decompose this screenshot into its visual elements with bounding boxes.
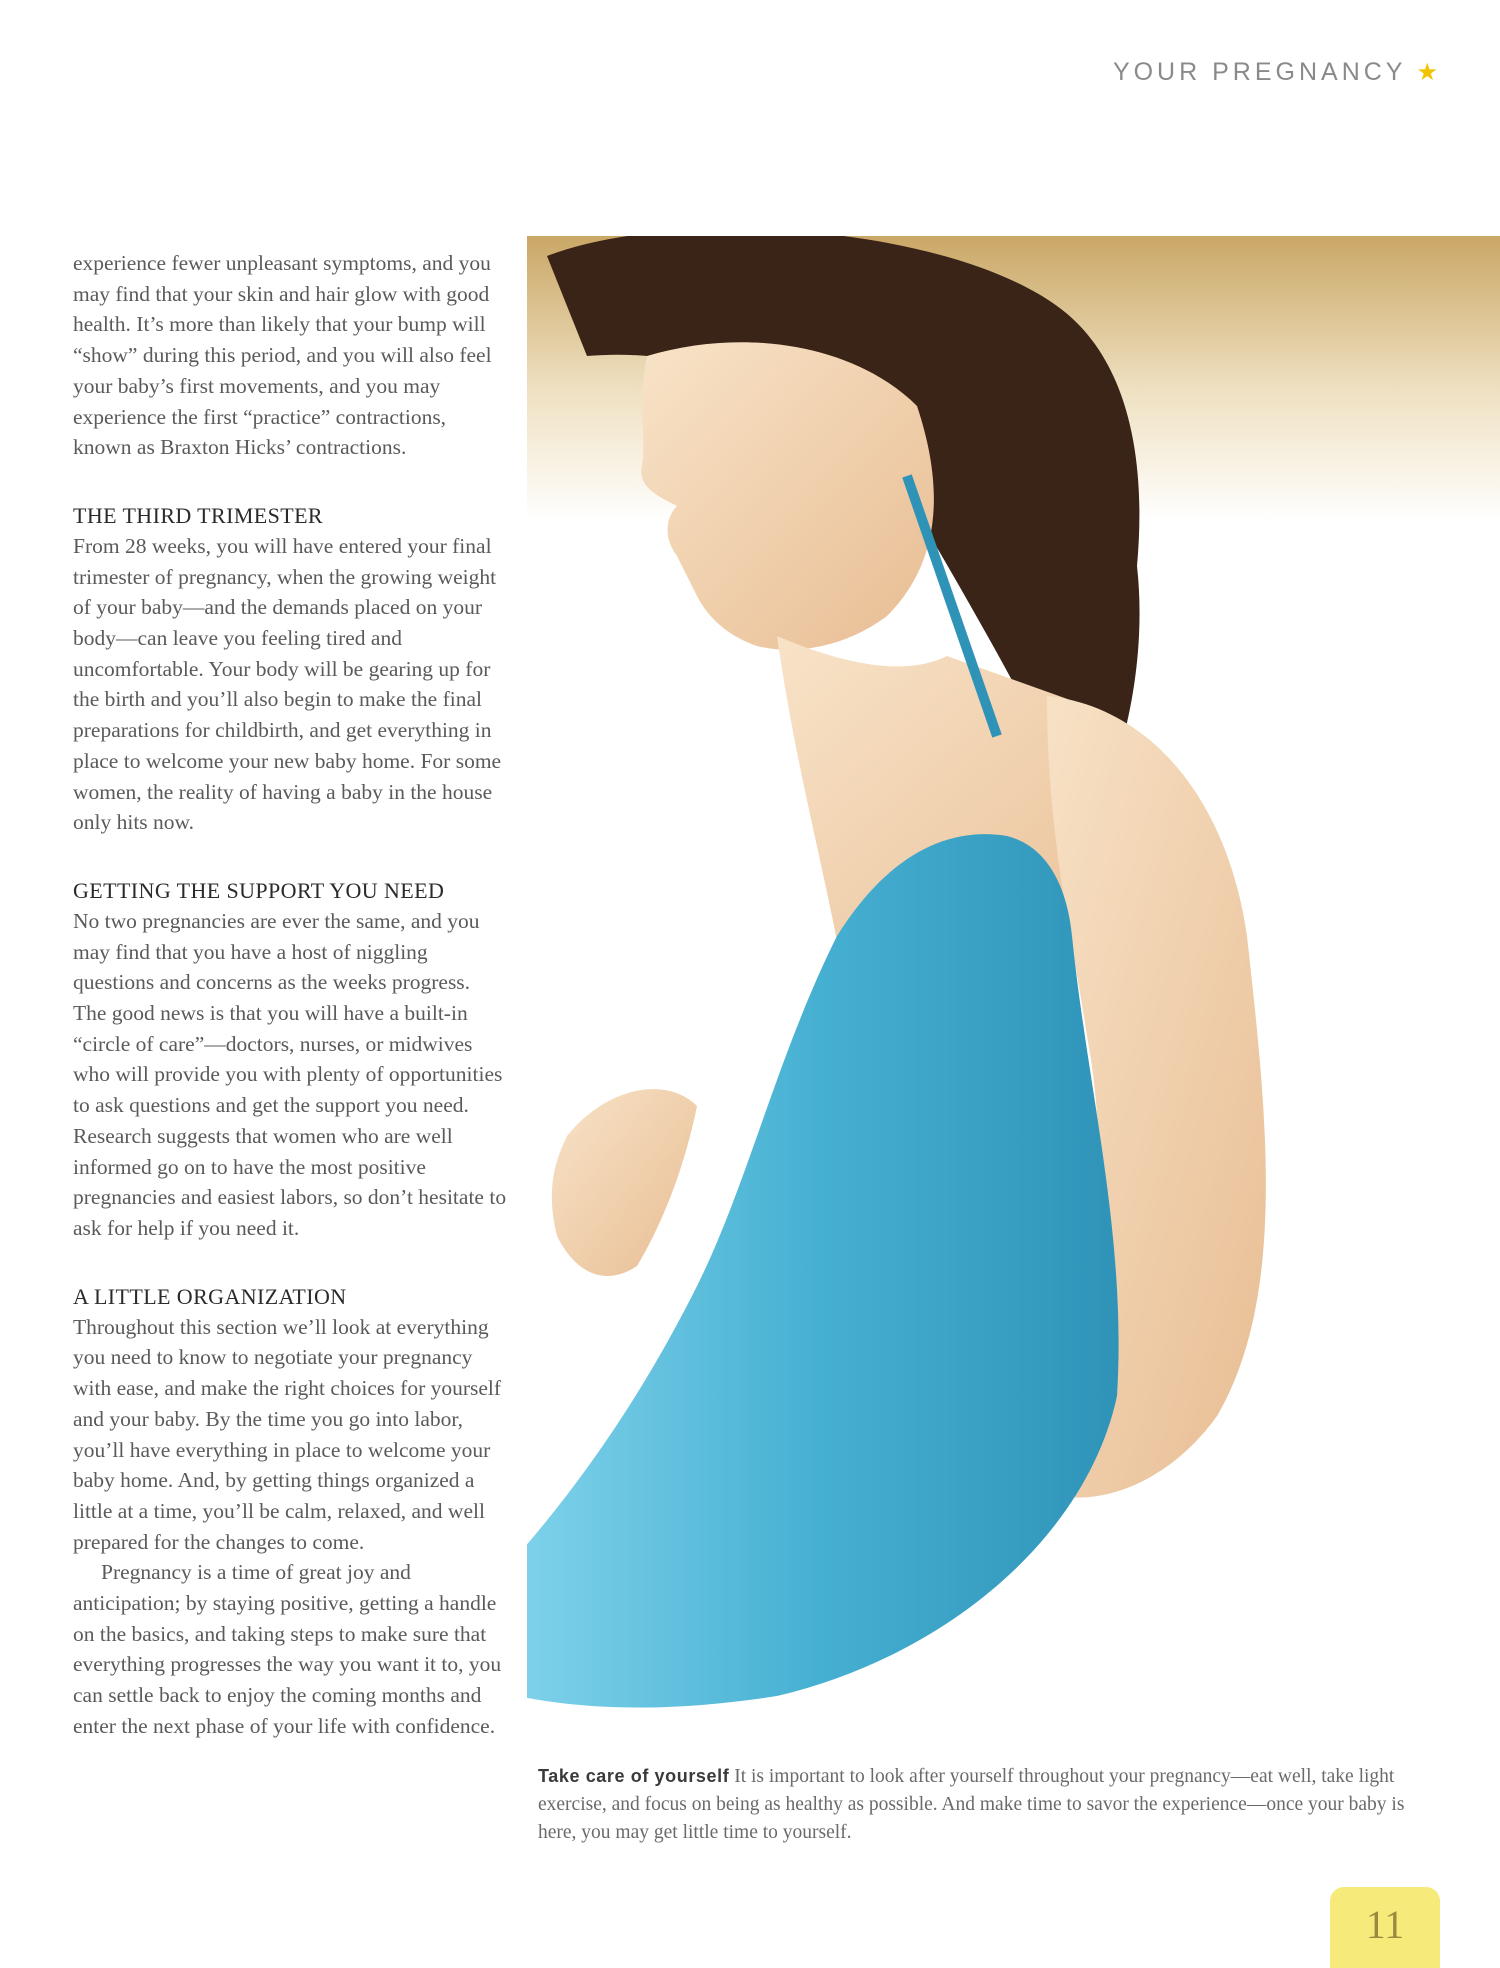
intro-paragraph: experience fewer unpleasant symptoms, and you may find that your skin and hair glow with good health. It’s more than likely that your bump will “show” during this period, and you will also feel your baby’s first movements, and you may experience the first “practice” contractions, known as Braxton Hicks’ contractions. [73,251,492,460]
page-number [1330,1887,1440,1968]
section-heading: GETTING THE SUPPORT YOU NEED [73,877,445,903]
caption-lead: Take care of yourself [538,1766,730,1786]
photo-illustration [527,236,1500,1744]
section-paragraph: Pregnancy is a time of great joy and anticipation; by staying positive, getting a handle on the basics, and taking steps to make sure that everything progresses the way you want it to, you can settle back to enjoy the coming months and enter the next phase of your life with confidence. [73,1560,502,1738]
caption-text: It is important to look after yourself throughout your pregnancy—eat well, take light exercise, and focus on being as healthy as possible. And make time to savor the experience—once your baby is here, you may get little time to yourself. [538,1766,1405,1843]
star-icon: ★ [1416,59,1438,86]
section-heading: A LITTLE ORGANIZATION [73,1283,347,1309]
page-number-text: 11 [1365,1902,1405,1947]
section-paragraph: No two pregnancies are ever the same, and you may find that you have a host of niggling questions and concerns as the weeks progress. The good news is that you will have a built-in “circle of care”—doctors, nurses, or midwives who will provide you with plenty of opportunities to ask questions and get the support you need. Research suggests that women who are well informed go on to have the most positive pregnancies and easiest labors, so don’t hesitate to ask for help if you need it. [73,908,507,1240]
section-paragraph: From 28 weeks, you will have entered your final trimester of pregnancy, when the growing weight of your baby—and the demands placed on your body—can leave you feeling tired and uncomfortable. Your body will be gearing up for the birth and you’ll also begin to make the final preparations for childbirth, and get everything in place to welcome your new baby home. For some women, the reality of having a baby in the house only hits now. [73,533,502,835]
section-third-trimester [73,501,508,838]
running-head [1113,58,1438,87]
pregnant-woman-photo [527,236,1500,1744]
text-column [73,248,508,1742]
running-head-text: YOUR PREGNANCY [1112,58,1407,86]
section-heading: THE THIRD TRIMESTER [73,502,324,528]
photo-caption [538,1762,1418,1847]
section-paragraph: Throughout this section we’ll look at everything you need to know to negotiate your pregnancy with ease, and make the right choices for yourself and your baby. By the time you go into labor, you’ll have everything in place to welcome your baby home. And, by getting things organized a little at a time, you’ll be calm, relaxed, and well prepared for the changes to come. [73,1314,502,1554]
section-organization [73,1282,508,1742]
section-support [73,876,508,1244]
